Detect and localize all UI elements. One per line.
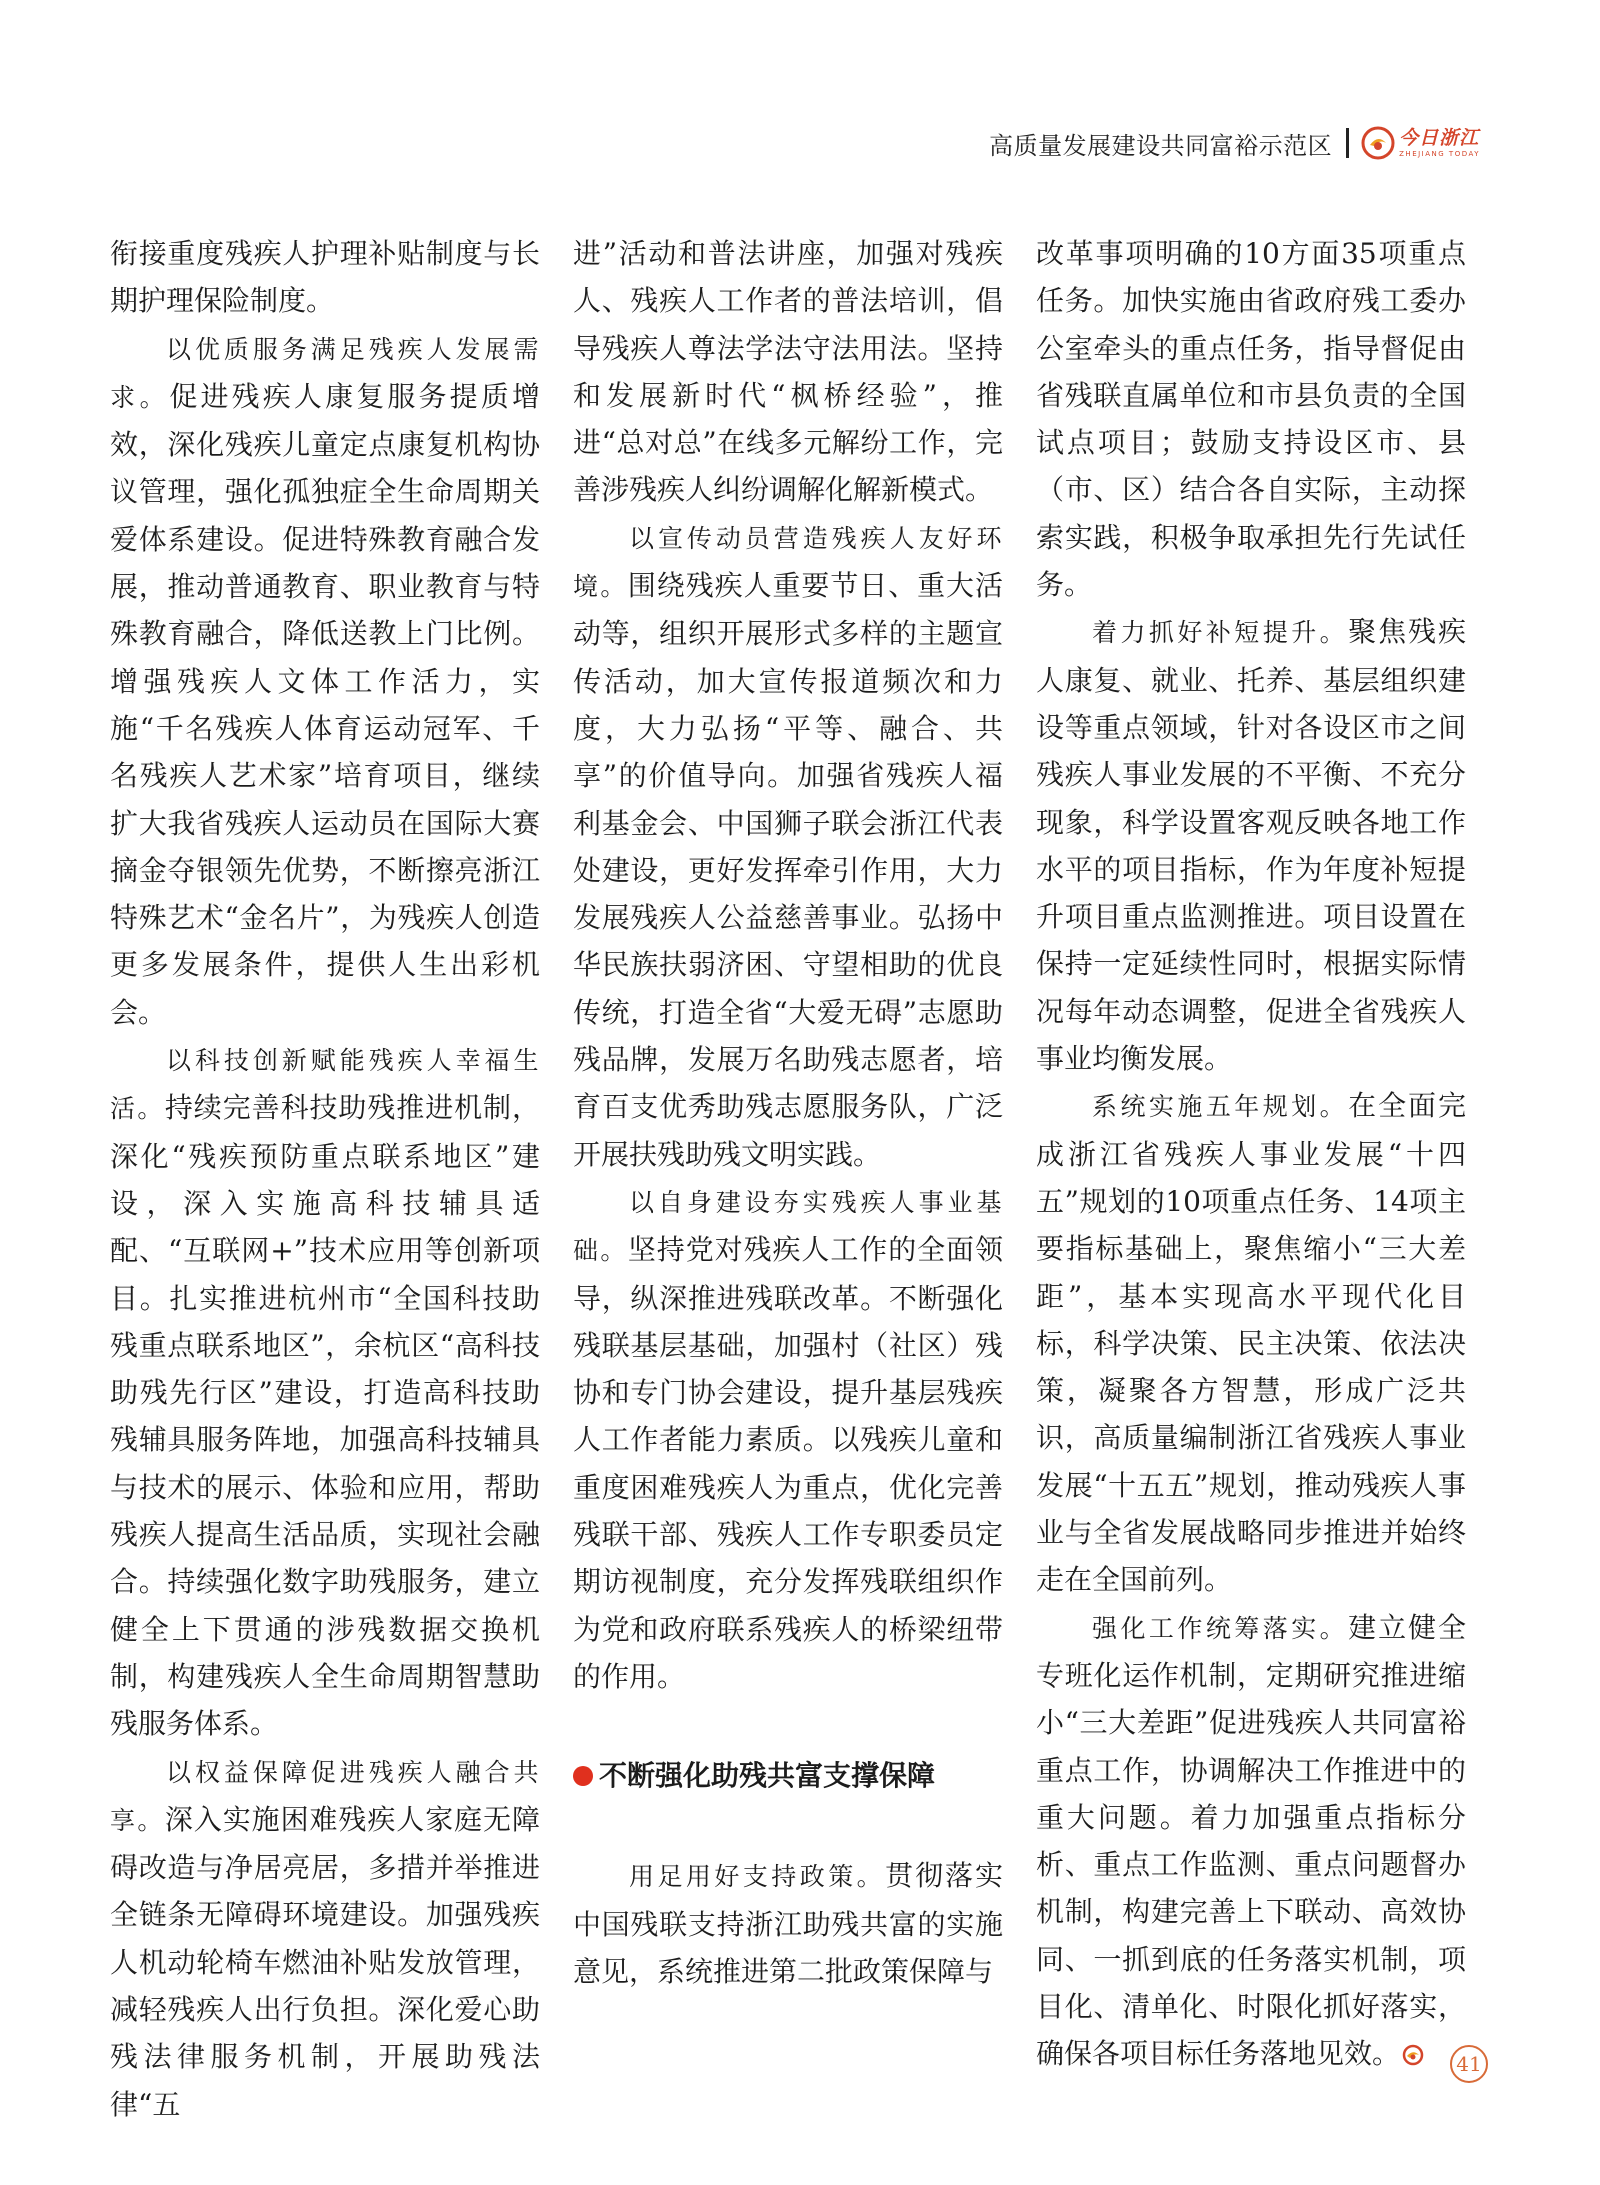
paragraph-lead: 以权益保障促进残疾人融合共享。 <box>110 1757 540 1835</box>
paragraph-body: 建立健全专班化运作机制，定期研究推进缩小“三大差距”促进残疾人共同富裕重点工作，协调解决工作推进中的重大问题。着力加强重点指标分析、重点工作监测、重点问题督办机制，构建完善上下联动、高效协同、一抓到底的任务落实机制，项目化、清单化、时限化抓好落实，确保各项目标任务落地见效。 <box>1036 1610 1466 2071</box>
paragraph <box>110 1036 540 1747</box>
paragraph: 改革事项明确的10方面35项重点任务。加快实施由省政府残工委办公室牵头的重点任务，指导督促由省残联直属单位和市县负责的全国试点项目；鼓励支持设区市、县（市、区）结合各自实际，主动探索实践，积极争取承担先行先试任务。 <box>1036 237 1466 602</box>
header-divider <box>1346 128 1349 158</box>
end-of-article-icon <box>1402 2044 1424 2066</box>
paragraph-lead: 系统实施五年规划。 <box>1092 1092 1349 1122</box>
paragraph <box>573 1852 1003 1995</box>
article-column-2 <box>573 230 1003 1995</box>
paragraph <box>1036 608 1466 1082</box>
paragraph-lead: 以宣传动员营造残疾人友好环境。 <box>573 523 1003 602</box>
paragraph: 进”活动和普法讲座，加强对残疾人、残疾人工作者的普法培训，倡导残疾人尊法学法守法用法。坚持和发展新时代“枫桥经验”，推进“总对总”在线多元解纷工作，完善涉残疾人纠纷调解化解新模式。 <box>573 237 1003 507</box>
paragraph-body: 聚焦残疾人康复、就业、托养、基层组织建设等重点领域，针对各设区市之间残疾人事业发展的不平衡、不充分现象，科学设置客观反映各地工作水平的项目指标，作为年度补短提升项目重点监测推进。项目设置在保持一定延续性同时，根据实际情况每年动态调整，促进全省残疾人事业均衡发展。 <box>1036 615 1466 1076</box>
page-number: 41 <box>1450 2045 1488 2083</box>
section-heading-text: 不断强化助残共富支撑保障 <box>599 1759 936 1793</box>
paragraph-body: 持续完善科技助残推进机制，深化“残疾预防重点联系地区”建设，深入实施高科技辅具适配、“互联网+”技术应用等创新项目。扎实推进杭州市“全国科技助残重点联系地区”，余杭区“高科技助残先行区”建设，打造高科技助残辅具服务阵地，加强高科技辅具与技术的展示、体验和应用，帮助残疾人提高生活品质，实现社会融合。持续强化数字助残服务，建立健全上下贯通的涉残数据交换机制，构建残疾人全生命周期智慧助残服务体系。 <box>110 1091 540 1741</box>
paragraph-body: 促进残疾人康复服务提质增效，深化残疾儿童定点康复机构协议管理，强化孤独症全生命周期关爱体系建设。促进特殊教育融合发展，推动普通教育、职业教育与特殊教育融合，降低送教上门比例。增强残疾人文体工作活力，实施“千名残疾人体育运动冠军、千名残疾人艺术家”培育项目，继续扩大我省残疾人运动员在国际大赛摘金夺银领先优势，不断擦亮浙江特殊艺术“金名片”，为残疾人创造更多发展条件，提供人生出彩机会。 <box>110 379 540 1029</box>
article-column-1 <box>110 230 540 2128</box>
paragraph-lead: 强化工作统筹落实。 <box>1092 1613 1349 1643</box>
section-title: 高质量发展建设共同富裕示范区 <box>989 131 1333 160</box>
paragraph <box>110 325 540 1036</box>
paragraph-body: 深入实施困难残疾人家庭无障碍改造与净居亮居，多措并举推进全链条无障碍环境建设。加强残疾人机动轮椅车燃油补贴发放管理，减轻残疾人出行负担。深化爱心助残法律服务机制，开展助残法律“五 <box>110 1802 540 2121</box>
paragraph-lead: 以优质服务满足残疾人发展需求。 <box>110 334 540 412</box>
paragraph-body: 贯彻落实中国残联支持浙江助残共富的实施意见，系统推进第二批政策保障与 <box>573 1859 1003 1988</box>
logo-swirl-icon <box>1361 126 1395 160</box>
paragraph-lead: 以自身建设夯实残疾人事业基础。 <box>573 1187 1003 1266</box>
paragraph-body: 围绕残疾人重要节日、重大活动等，组织开展形式多样的主题宣传活动，加大宣传报道频次和力度，大力弘扬“平等、融合、共享”的价值导向。加强省残疾人福利基金会、中国狮子联会浙江代表处建设，更好发挥牵引作用，大力发展残疾人公益慈善事业。弘扬中华民族扶弱济困、守望相助的优良传统，打造全省“大爱无碍”志愿助残品牌，发展万名助残志愿者，培育百支优秀助残志愿服务队，广泛开展扶残助残文明实践。 <box>573 569 1003 1171</box>
paragraph-lead: 着力抓好补短提升。 <box>1092 618 1349 648</box>
paragraph <box>1036 1604 1466 2078</box>
magazine-logo <box>1361 126 1480 160</box>
paragraph-lead: 用足用好支持政策。 <box>629 1862 886 1892</box>
paragraph-lead: 以科技创新赋能残疾人幸福生活。 <box>110 1046 540 1124</box>
paragraph-body: 坚持党对残疾人工作的全面领导，纵深推进残联改革。不断强化残联基层基础，加强村（社区）残协和专门协会建设，提升基层残疾人工作者能力素质。以残疾儿童和重度困难残疾人为重点，优化完善残联干部、残疾人工作专职委员定期访视制度，充分发挥残联组织作为党和政府联系残疾人的桥梁纽带的作用。 <box>573 1233 1003 1693</box>
red-bullet-icon <box>573 1766 593 1786</box>
article-column-3 <box>1036 230 1466 2078</box>
paragraph <box>573 1178 1003 1700</box>
paragraph: 衔接重度残疾人护理补贴制度与长期护理保险制度。 <box>110 237 540 318</box>
logo-chinese-text: 今日浙江 <box>1399 126 1480 149</box>
paragraph <box>110 1748 540 2128</box>
paragraph <box>1036 1082 1466 1603</box>
paragraph-body: 在全面完成浙江省残疾人事业发展“十四五”规划的10项重点任务、14项主要指标基础上，聚焦缩小“三大差距”，基本实现高水平现代化目标，科学决策、民主决策、依法决策，凝聚各方智慧，形成广泛共识，高质量编制浙江省残疾人事业发展“十五五”规划，推动残疾人事业与全省发展战略同步推进并始终走在全国前列。 <box>1036 1089 1466 1597</box>
page-header <box>989 120 1480 166</box>
logo-english-text: ZHEJIANG TODAY <box>1399 149 1480 158</box>
section-heading <box>573 1756 1003 1796</box>
paragraph <box>573 514 1003 1178</box>
